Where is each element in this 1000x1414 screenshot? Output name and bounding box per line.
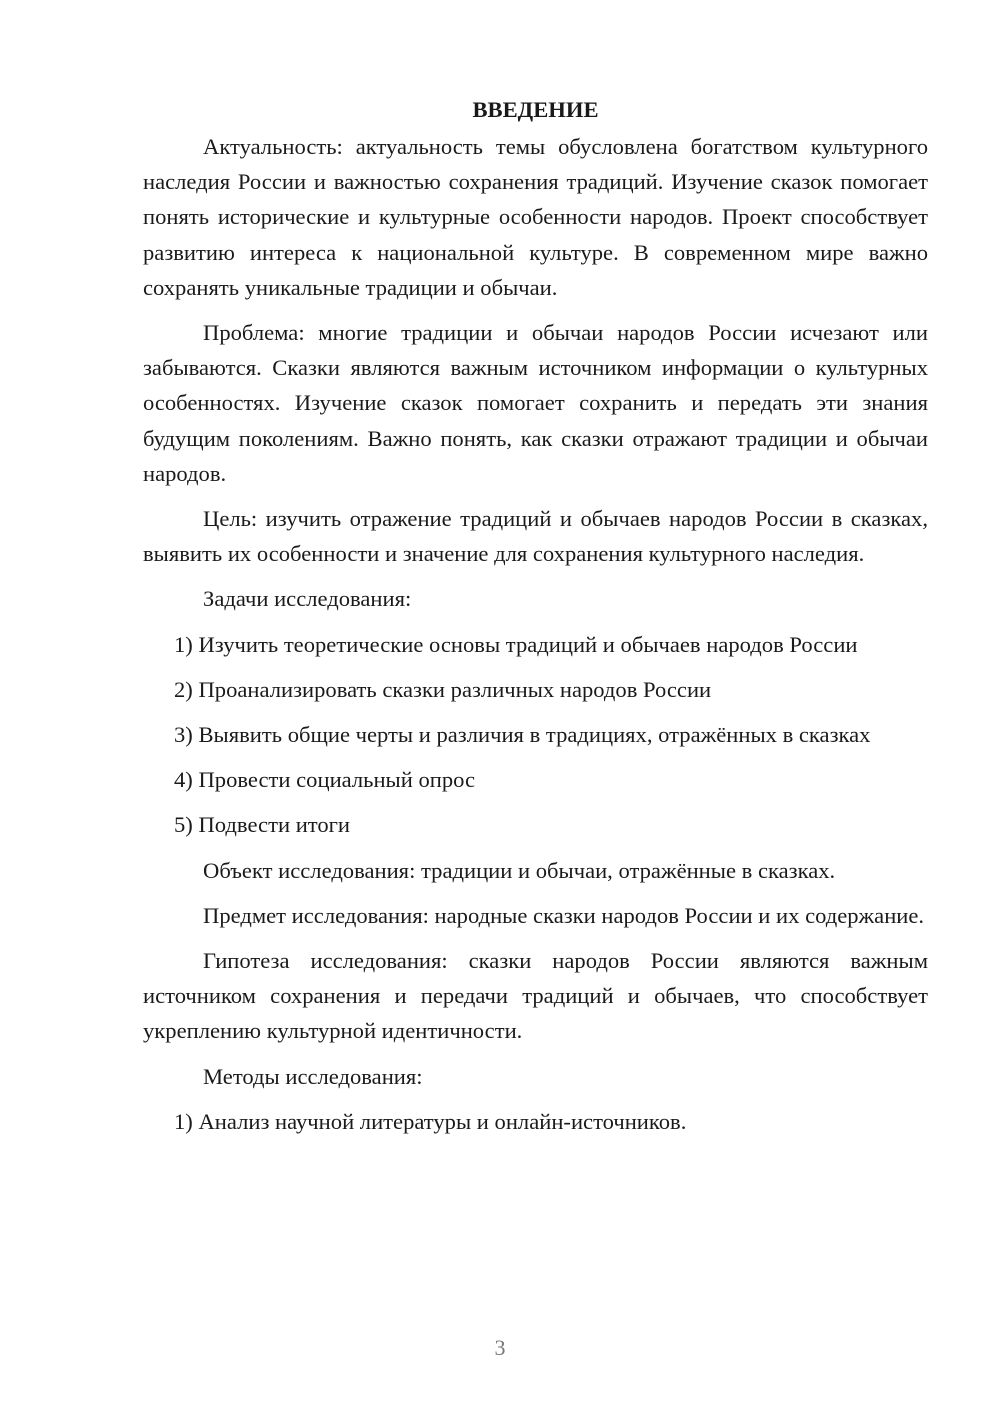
methods-title: Методы исследования: bbox=[203, 1063, 423, 1089]
page-number: 3 bbox=[494, 1335, 506, 1360]
relevance-paragraph: Актуальность: актуальность темы обусловлена богатством культурного наследия России и важностью сохранения традиций. Изучение сказок помогает понять исторические и культурные особенности народов. Проект способствует развитию интереса к национальной культуре. В современном мире важно сохранять уникальные традиции и обычаи. bbox=[143, 134, 928, 300]
goal-paragraph: Цель: изучить отражение традиций и обычаев народов России в сказках, выявить их особенности и значение для сохранения культурного наследия. bbox=[143, 506, 928, 567]
subject-paragraph: Предмет исследования: народные сказки народов России и их содержание. bbox=[203, 902, 925, 928]
method-item: 1) Анализ научной литературы и онлайн-источников. bbox=[174, 1108, 687, 1134]
tasks-title: Задачи исследования: bbox=[203, 586, 412, 612]
section-heading: ВВЕДЕНИЕ bbox=[472, 97, 599, 122]
problem-paragraph: Проблема: многие традиции и обычаи народов России исчезают или забываются. Сказки являются важным источником информации о культурных особенностях. Изучение сказок помогает сохранить и передать эти знания будущим поколениям. Важно понять, как сказки отражают традиции и обычаи народов. bbox=[143, 320, 928, 486]
object-paragraph: Объект исследования: традиции и обычаи, отражённые в сказках. bbox=[203, 857, 836, 883]
task-item: 2) Проанализировать сказки различных народов России bbox=[174, 676, 712, 702]
task-item: 3) Выявить общие черты и различия в традициях, отражённых в сказках bbox=[174, 722, 871, 748]
task-item: 1) Изучить теоретические основы традиций и обычаев народов России bbox=[174, 631, 858, 657]
document-page bbox=[143, 92, 928, 1149]
task-item: 4) Провести социальный опрос bbox=[174, 767, 476, 793]
hypothesis-paragraph: Гипотеза исследования: сказки народов России являются важным источником сохранения и передачи традиций и обычаев, что способствует укреплению культурной идентичности. bbox=[143, 948, 928, 1044]
task-item: 5) Подвести итоги bbox=[174, 812, 351, 838]
